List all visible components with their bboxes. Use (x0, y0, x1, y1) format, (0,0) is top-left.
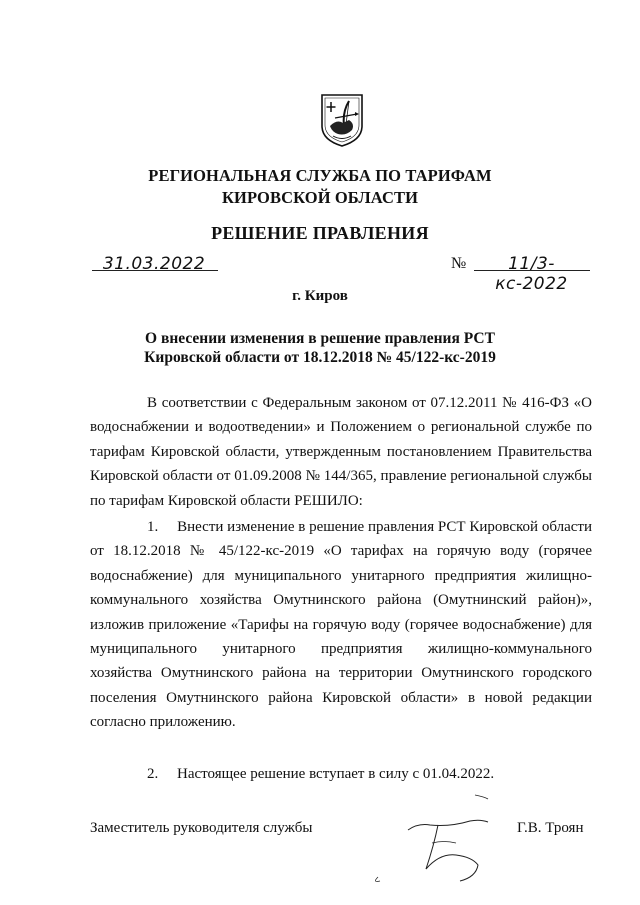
item-1-number: 1. (147, 519, 159, 535)
item-1 (90, 515, 592, 735)
organization-name (0, 165, 640, 209)
date-underline (92, 270, 218, 271)
item-1-text: Внести изменение в решение правления РСТ Кировской области от 18.12.2018 № 45/122-кс-2019 «О тарифах на горячую воду (горячее водоснабжение) для муниципального унитарного предприятия жилищно-коммунального хозяйства Омутнинского района (Омутнинский район)», изложив приложение «Тарифы на горячую воду (горячее водоснабжение) для муниципального унитарного предприятия жилищно-коммунального хозяйства Омутнинского района на территории Омутнинского городского поселения Омутнинского района Кировской области» в новой редакции согласно приложению. (90, 519, 592, 731)
city: г. Киров (292, 288, 348, 304)
document-title: РЕШЕНИЕ ПРАВЛЕНИЯ (211, 223, 429, 243)
intro-paragraph: В соответствии с Федеральным законом от 07.12.2011 № 416-ФЗ «О водоснабжении и водоотведении» и Положением о региональной службе по тарифам Кировской области, утвержденным постановлением Правительства Кировской области от 01.09.2008 № 144/365, правление региональной службы по тарифам Кировской области РЕШИЛО: (90, 395, 592, 509)
subject-line2: Кировской области от 18.12.2018 № 45/122-кс-2019 (144, 349, 496, 366)
item-2-number: 2. (147, 766, 159, 782)
number-sign: № (451, 255, 467, 272)
signatory-position: Заместитель руководителя службы (90, 820, 313, 836)
number-underline (474, 270, 590, 271)
decision-subject (0, 329, 640, 367)
coat-of-arms-icon (319, 92, 365, 148)
organization-name-line1: РЕГИОНАЛЬНАЯ СЛУЖБА ПО ТАРИФАМ (148, 166, 492, 185)
signatory-name: Г.В. Троян (517, 820, 584, 836)
decision-date: 31.03.2022 (102, 254, 206, 274)
handwritten-signature (360, 785, 510, 895)
organization-name-line2: КИРОВСКОЙ ОБЛАСТИ (221, 188, 419, 207)
subject-line1: О внесении изменения в решение правления РСТ (145, 330, 495, 347)
item-2-text: Настоящее решение вступает в силу с 01.04.2022. (177, 766, 495, 782)
decision-number: 11/3-кс-2022 (495, 254, 568, 294)
item-2 (90, 762, 592, 786)
